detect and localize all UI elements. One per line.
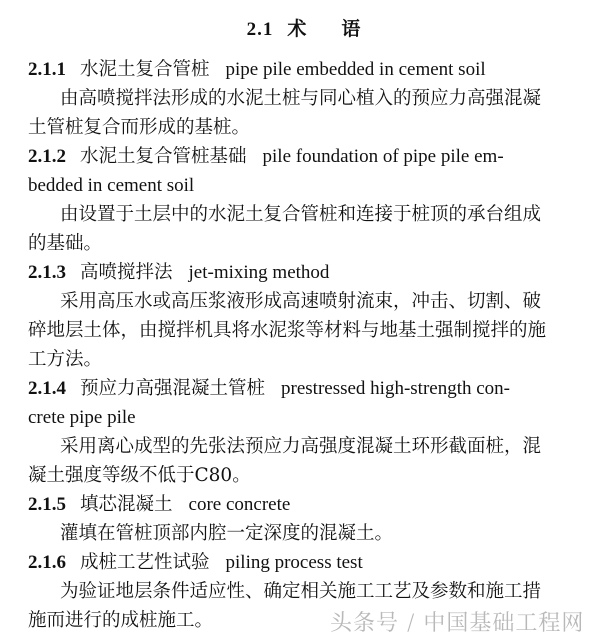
term-description: 采用离心成型的先张法预应力高强度混凝土环形截面桩，混 (60, 436, 542, 457)
term-english: piling process test (225, 552, 363, 573)
term-english: jet-mixing method (188, 262, 330, 283)
term-chinese: 填芯混凝土 (80, 494, 173, 515)
term-description: 工方法。 (28, 349, 103, 370)
term-number: 2.1.2 (28, 146, 66, 167)
term-english: prestressed high-strength con- (281, 378, 511, 399)
term-english-continued: bedded in cement soil (28, 175, 195, 196)
term-description: 采用高压水或高压浆液形成高速喷射流束，冲击、切割、破 (60, 291, 542, 312)
term-number: 2.1.5 (28, 494, 66, 515)
term-number: 2.1.4 (28, 378, 66, 399)
term-chinese: 成桩工艺性试验 (80, 552, 210, 573)
term-heading (28, 376, 588, 402)
term-heading (28, 492, 588, 518)
watermark: 头条号 / 中国基础工程网 (330, 611, 585, 636)
term-chinese: 水泥土复合管桩基础 (80, 146, 247, 167)
term-chinese: 水泥土复合管桩 (80, 59, 210, 80)
term-heading (28, 57, 588, 83)
term-number: 2.1.6 (28, 552, 66, 573)
section-title-char-2: 语 (341, 18, 362, 40)
term-description: 由设置于土层中的水泥土复合管桩和连接于桩顶的承台组成 (60, 204, 542, 225)
term-number: 2.1.3 (28, 262, 66, 283)
term-description: 由高喷搅拌法形成的水泥土桩与同心植入的预应力高强混凝 (60, 88, 542, 109)
term-description: 凝土强度等级不低于C80。 (28, 465, 251, 486)
term-number: 2.1.1 (28, 59, 66, 80)
term-english: pile foundation of pipe pile em- (262, 146, 504, 167)
term-description: 施而进行的成桩施工。 (28, 610, 214, 631)
term-description: 灌填在管桩顶部内腔一定深度的混凝土。 (60, 523, 394, 544)
term-chinese: 预应力高强混凝土管桩 (80, 378, 266, 399)
term-description: 碎地层土体，由搅拌机具将水泥浆等材料与地基土强制搅拌的施 (28, 320, 547, 341)
term-heading (28, 260, 588, 286)
section-number: 2.1 (246, 19, 274, 40)
term-english: core concrete (188, 494, 291, 515)
term-description: 的基础。 (28, 233, 103, 254)
section-title (0, 14, 608, 41)
term-heading (28, 550, 588, 576)
term-heading (28, 144, 588, 170)
term-english: pipe pile embedded in cement soil (225, 59, 486, 80)
section-title-char-1: 术 (287, 18, 308, 40)
term-english-continued: crete pipe pile (28, 407, 136, 428)
term-description: 土管桩复合而形成的基桩。 (28, 117, 251, 138)
term-description: 为验证地层条件适应性、确定相关施工工艺及参数和施工措 (60, 581, 542, 602)
term-chinese: 高喷搅拌法 (80, 262, 173, 283)
